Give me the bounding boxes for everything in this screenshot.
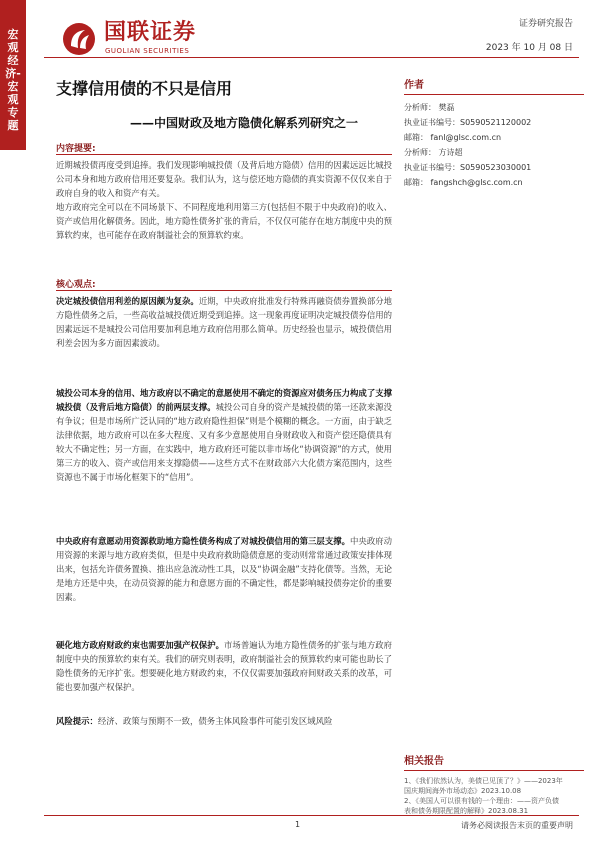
core-point-lead: 城投公司本身的信用、地方政府以不确定的意愿使用不确定的资源应对债务压力构成了支撑城投债（及背后地方隐债）的前两层支撑。 (56, 388, 392, 412)
core-point-text: 近期，中央政府批准发行特殊再融资债券置换部分地方隐性债务之后，一些高收益城投债近期受到追捧。这一现象再度证明决定城投债券信用的因素远远不是城投公司信用要加利息地方政府信用那么简单。历史经验也显示，城投债信用利差会因为多方面因素波动。 (56, 296, 392, 348)
core-point-text: 中央政府动用资源的来源与地方政府类似，但是中央政府救助隐债意愿的变动则常常通过政策安排体现出来，包括允许债务置换、推出应急流动性工具，以及“协调金融”支持化债等。当然，无论是地方还是中央，在动员资源的能力和意愿方面的不确定性，都是影响城投债券定价的重要因素。 (56, 536, 393, 602)
logo-mark-icon (62, 22, 96, 56)
footer-divider (44, 815, 579, 816)
related-divider (404, 770, 584, 771)
logo-text-en: GUOLIAN SECURITIES (105, 47, 190, 55)
report-type: 证券研究报告 (518, 19, 573, 29)
report-date: 2023 年 10 月 08 日 (485, 43, 573, 53)
core-point-lead: 硬化地方政府财政约束也需要加强产权保护。 (56, 640, 225, 650)
summary-paragraph: 近期城投债再度受到追捧。我们发现影响城投债（及背后地方隐债）信用的因素远远比城投公司本身和地方政府信用还要复杂。我们认为，这与偿还地方隐债的真实资源不仅仅来自于政府自身的收入和资产有关。 (56, 160, 392, 198)
risk-warning (56, 714, 392, 728)
side-category-label: 宏观经济-宏观专题 (5, 28, 21, 132)
summary-paragraph: 地方政府完全可以在不同场景下、不同程度地利用第三方(包括但不限于中央政府)的收入、资产或信用化解债务。因此，地方隐性债务扩张的背后，不仅仅可能存在地方制度中央的预算软约束，也可能存在政府制溢社会的预算软约束。 (56, 202, 392, 240)
summary-divider (56, 154, 392, 155)
related-report-item[interactable]: 2、《美国人可以很有钱的一个理由：——资产负债 (404, 797, 559, 805)
author-name: 分析师： 方诗超 (404, 148, 463, 157)
summary-heading: 内容提要: (56, 144, 96, 154)
authors-panel (404, 76, 584, 190)
core-point-lead: 决定城投债信用利差的原因颇为复杂。 (56, 296, 199, 306)
core-divider (56, 290, 392, 291)
authors-divider (404, 94, 584, 95)
core-point-4 (56, 638, 392, 694)
summary-body (56, 158, 392, 242)
author-name: 分析师： 樊磊 (404, 103, 455, 112)
company-logo (62, 20, 262, 60)
author-email[interactable]: 邮箱： fangshch@glsc.com.cn (404, 178, 523, 187)
risk-label: 风险提示： (56, 716, 98, 726)
risk-text: 经济、政策与预期不一致，债务主体风险事件可能引发区域风险 (97, 716, 333, 726)
page-number: 1 (294, 820, 301, 829)
core-point-1 (56, 294, 392, 350)
core-heading: 核心观点: (56, 280, 96, 290)
footer-disclaimer: 请务必阅读报告末页的重要声明 (461, 821, 573, 830)
header-divider (44, 57, 579, 58)
core-point-lead: 中央政府有意愿动用资源救助地方隐性债务构成了对城投债信用的第三层支撑。 (56, 536, 351, 546)
author-email[interactable]: 邮箱： fanl@glsc.com.cn (404, 133, 502, 142)
related-report-item[interactable]: 国庆期间海外市场动态》2023.10.08 (404, 787, 522, 795)
logo-text-cn: 国联证券 (104, 20, 197, 45)
core-point-text: 城投公司自身的资产是城投债的第一还款来源没有争议；但是市场所广泛认同的“地方政府隐性担保”则是个模糊的概念。一方面，由于缺乏法律依据，地方政府可以在多大程度、又有多少意愿使用自身财政收入和资产偿还隐债具有较大不确定性；另一方面，在实践中，地方政府还可能以非市场化“协调资源”的方式，使用第三方的收入、资产或信用来支撑隐债——这些方式不在财政部六大化债方案范围内，这些资源也不属于市场化框架下的“信用”。 (56, 402, 393, 482)
authors-heading: 作者 (404, 80, 424, 91)
page-subtitle: ——中国财政及地方隐债化解系列研究之一 (130, 116, 359, 130)
related-reports-panel (404, 752, 584, 816)
related-heading: 相关报告 (404, 756, 444, 767)
related-report-item[interactable]: 表和债务期限配置的解释》2023.08.31 (404, 807, 529, 815)
related-report-item[interactable]: 1、《我们依然认为，美债已见顶了？》——2023年 (404, 777, 563, 785)
core-point-3 (56, 534, 392, 604)
core-point-text: 市场普遍认为地方隐性债务的扩张与地方政府制度中央的预算软约束有关。我们的研究则表明，政府制溢社会的预算软约束可能也助长了隐性债务的无序扩张。想要硬化地方财政约束，不仅仅需要加强政府间财政关系的改革，可能也要加强产权保护。 (56, 640, 393, 692)
core-point-2 (56, 386, 392, 484)
author-cert: 执业证书编号：S0590523030001 (404, 163, 532, 172)
author-cert: 执业证书编号：S0590521120002 (404, 118, 532, 127)
page-title: 支撑信用债的不只是信用 (56, 79, 233, 98)
